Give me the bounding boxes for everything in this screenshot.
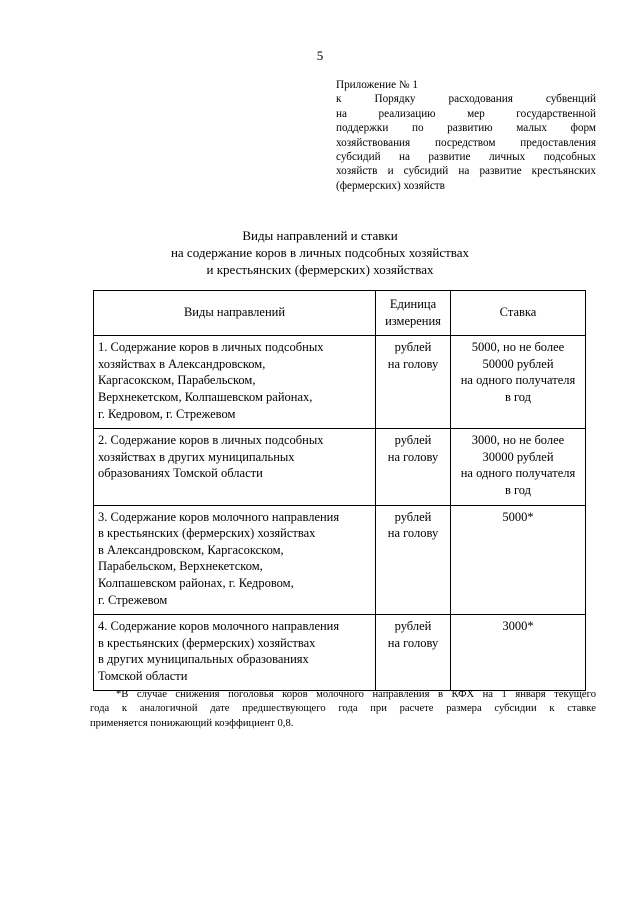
appendix-heading	[336, 78, 596, 193]
page-number: 5	[316, 48, 324, 63]
appendix-line: поддержки по развитию малых форм	[336, 122, 596, 135]
cell-unit: рублей на голову	[376, 429, 451, 505]
appendix-line: хозяйствования посредством предоставления	[336, 136, 596, 149]
cell-direction: 3. Содержание коров молочного направления в крестьянских (фермерских) хозяйствах в Александровском, Каргасокском, Парабельском, Верхнекетском, Колпашевском районах, г. Кедровом, г. Стрежевом	[94, 505, 376, 615]
footnote-line: *В случае снижения поголовья коров молочного направления в КФХ на 1 января текущего	[116, 689, 596, 700]
title-line: Виды направлений и ставки	[242, 228, 398, 243]
table-header-row	[94, 291, 586, 336]
rates-table	[93, 290, 586, 691]
cell-rate: 3000*	[451, 615, 586, 691]
footnote-line: года к аналогичной дате предшествующего года при расчете размера субсидии к ставке	[90, 703, 596, 715]
appendix-line: Приложение № 1	[336, 79, 418, 91]
header-direction: Виды направлений	[94, 291, 376, 336]
appendix-line: к Порядку расходования субвенций	[336, 93, 596, 106]
cell-unit: рублей на голову	[376, 336, 451, 429]
cell-rate: 5000, но не более 50000 рублей на одного получателя в год	[451, 336, 586, 429]
document-title	[0, 227, 640, 278]
header-rate: Ставка	[451, 291, 586, 336]
table-row	[94, 429, 586, 505]
cell-rate: 5000*	[451, 505, 586, 615]
table-row	[94, 336, 586, 429]
appendix-line: на реализацию мер государственной	[336, 107, 596, 120]
title-line: на содержание коров в личных подсобных хозяйствах	[170, 245, 470, 260]
footnote	[90, 688, 596, 731]
appendix-line: (фермерских) хозяйств	[336, 179, 445, 192]
cell-rate: 3000, но не более 30000 рублей на одного получателя в год	[451, 429, 586, 505]
cell-direction: 2. Содержание коров в личных подсобных хозяйствах в других муниципальных образованиях Томской области	[94, 429, 376, 505]
appendix-line: хозяйств и субсидий на развитие крестьянских	[336, 165, 596, 178]
table-row	[94, 615, 586, 691]
cell-unit: рублей на голову	[376, 505, 451, 615]
table-row	[94, 505, 586, 615]
cell-direction: 4. Содержание коров молочного направления в крестьянских (фермерских) хозяйствах в других муниципальных образованиях Томской области	[94, 615, 376, 691]
header-unit: Единица измерения	[376, 291, 451, 336]
appendix-line: субсидий на развитие личных подсобных	[336, 151, 596, 164]
cell-direction: 1. Содержание коров в личных подсобных хозяйствах в Александровском, Каргасокском, Парабельском, Верхнекетском, Колпашевском районах, г. Кедровом, г. Стрежевом	[94, 336, 376, 429]
title-line: и крестьянских (фермерских) хозяйствах	[206, 262, 434, 277]
footnote-line: применяется понижающий коэффициент 0,8.	[90, 717, 294, 729]
cell-unit: рублей на голову	[376, 615, 451, 691]
